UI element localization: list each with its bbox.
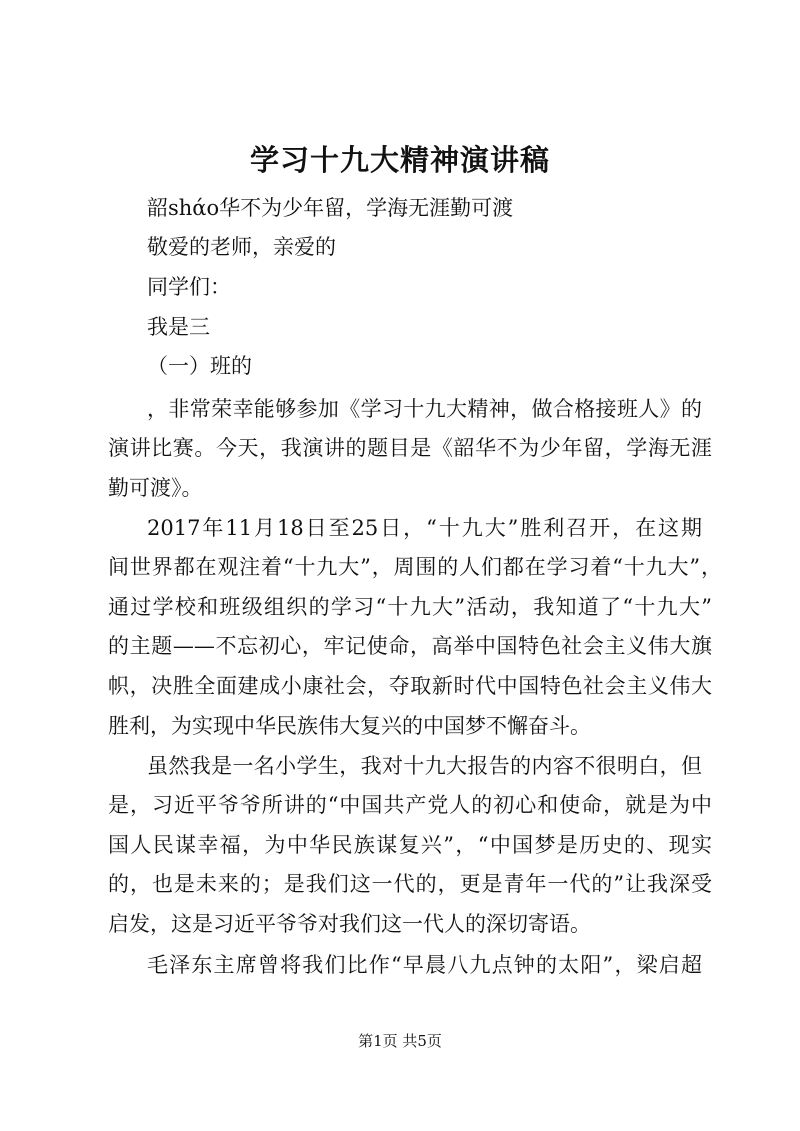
- text-line: 同学们：: [147, 275, 231, 299]
- text-line: 虽然我是一名小学生，我对十九大报告的内容不很明白，但: [147, 754, 702, 778]
- text-line: 的，也是未来的；是我们这一代的，更是青年一代的”让我深受: [108, 872, 712, 896]
- text-line: 胜利，为实现中华民族伟大复兴的中国梦不懈奋斗。: [108, 714, 591, 738]
- page-footer: 第1页 共5页: [358, 1032, 442, 1050]
- text-line: 国人民谋幸福，为中华民族谋复兴”，“中国梦是历史的、现实: [108, 833, 712, 857]
- text-line: 启发，这是习近平爷爷对我们这一代人的深切寄语。: [108, 912, 591, 936]
- text-line: 2017年11月18日至25日，“十九大”胜利召开，在这期: [147, 516, 702, 540]
- text-line: 我是三: [147, 315, 210, 339]
- text-line: ，非常荣幸能够参加《学习十九大精神，做合格接班人》的: [147, 397, 702, 421]
- document-title: 学习十九大精神演讲稿: [249, 143, 550, 177]
- text-line: 是，习近平爷爷所讲的“中国共产党人的初心和使命，就是为中: [108, 793, 712, 817]
- text-line: 通过学校和班级组织的学习“十九大”活动，我知道了“十九大”: [108, 595, 712, 619]
- text-line: 演讲比赛。今天，我演讲的题目是《韶华不为少年留，学海无涯: [108, 436, 712, 460]
- text-line: （一）班的: [147, 354, 252, 378]
- text-line: 间世界都在观注着“十九大”，周围的人们都在学习着“十九大”，: [108, 555, 722, 579]
- text-line: 帜，决胜全面建成小康社会，夺取新时代中国特色社会主义伟大: [108, 674, 712, 698]
- text-line: 勤可渡》。: [108, 476, 203, 500]
- text-line: 韶shάo华不为少年留，学海无涯勤可渡: [147, 196, 514, 220]
- text-line: 敬爱的老师，亲爱的: [147, 235, 336, 259]
- text-line: 毛泽东主席曾将我们比作“早晨八九点钟的太阳”，梁启超: [147, 953, 702, 977]
- text-line: 的主题——不忘初心，牢记使命，高举中国特色社会主义伟大旗: [108, 634, 712, 658]
